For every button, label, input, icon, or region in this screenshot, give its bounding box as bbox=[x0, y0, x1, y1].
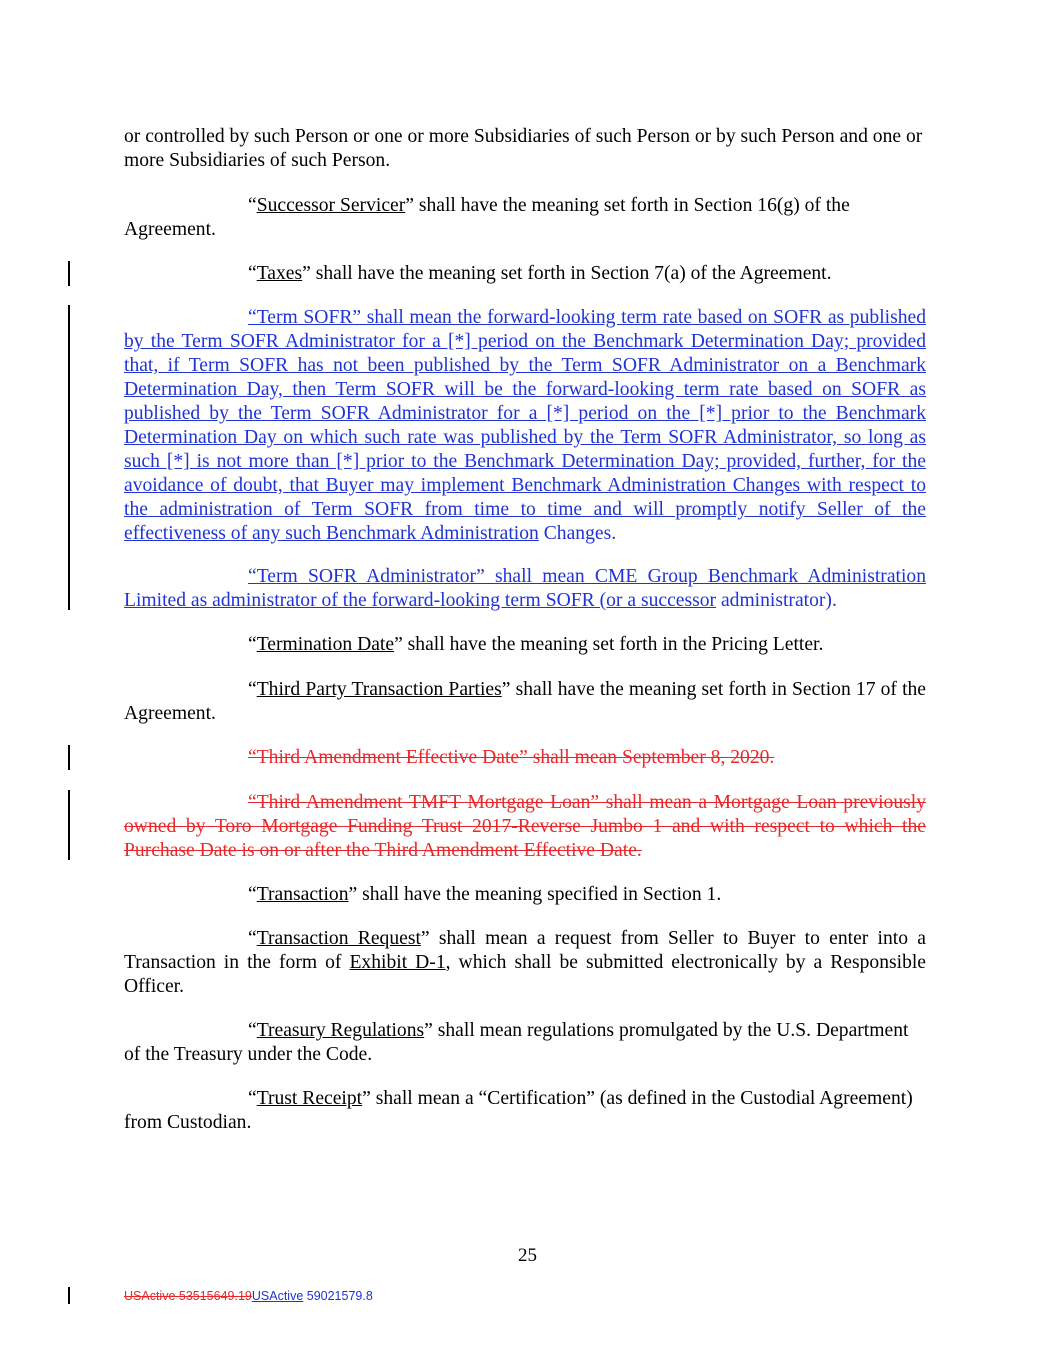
defined-term: Successor Servicer bbox=[256, 195, 406, 216]
defined-term: Transaction Request bbox=[256, 928, 421, 949]
deleted-text: “Third Amendment TMFT Mortgage Loan” shall mean a Mortgage Loan previously owned by Toro Mortgage Funding Trust 2017-Reverse Jumbo 1 and with respect to which the Purchase Date is on or after the Third Amendment Effective Date. bbox=[124, 792, 926, 861]
definition-term-sofr-administrator-inserted: “Term SOFR Administrator” shall mean CME Group Benchmark Administration Limited as administrator of the forward-looking term SOFR (or a successor administrator). bbox=[124, 566, 926, 611]
defined-term: Trust Receipt bbox=[256, 1088, 363, 1109]
definition-transaction: “Transaction” shall have the meaning specified in Section 1. bbox=[248, 884, 722, 905]
change-bar bbox=[68, 745, 70, 770]
change-bar bbox=[68, 790, 70, 860]
definition-taxes: “Taxes” shall have the meaning set forth in Section 7(a) of the Agreement. bbox=[248, 263, 832, 284]
change-bar bbox=[68, 305, 70, 610]
document-footer-id bbox=[124, 1288, 373, 1304]
exhibit-reference: Exhibit D-1 bbox=[349, 952, 446, 973]
definition-third-amendment-tmft-loan-deleted bbox=[124, 791, 926, 863]
change-bar bbox=[68, 261, 70, 286]
definition-transaction-request: “Transaction Request” shall mean a request from Seller to Buyer to enter into a Transaction in the form of Exhibit D-1, which shall be submitted electronically by a Responsible Officer. bbox=[124, 928, 927, 997]
definition-trust-receipt: “Trust Receipt” shall mean a “Certification” (as defined in the Custodial Agreement) from Custodian. bbox=[124, 1088, 913, 1133]
page-number: 25 bbox=[518, 1245, 537, 1266]
defined-term: Transaction bbox=[256, 884, 349, 905]
inserted-doc-number: 59021579.8 bbox=[303, 1289, 373, 1303]
continuation-text: or controlled by such Person or one or more Subsidiaries of such Person or by such Person and one or more Subsidiaries of such Person. bbox=[124, 126, 923, 171]
defined-term: Termination Date bbox=[256, 634, 395, 655]
deleted-doc-id: USActive 53515649.19 bbox=[124, 1289, 252, 1303]
definition-third-amendment-effective-date-deleted bbox=[124, 746, 926, 770]
definition-successor-servicer: “Successor Servicer” shall have the meaning set forth in Section 16(g) of the Agreement. bbox=[124, 195, 850, 240]
deleted-text: “Third Amendment Effective Date” shall mean September 8, 2020. bbox=[248, 747, 775, 768]
inserted-doc-id: USActive bbox=[251, 1289, 304, 1303]
definition-termination-date: “Termination Date” shall have the meaning set forth in the Pricing Letter. bbox=[248, 634, 824, 655]
definition-term-sofr-inserted: “Term SOFR” shall mean the forward-looking term rate based on SOFR as published by the Term SOFR Administrator for a [*] period on the Benchmark Determination Day; provided that, if Term SOFR has not been published by the Term SOFR Administrator on a Benchmark Determination Day, then Term SOFR will be the forward-looking term rate based on SOFR as published by the Term SOFR Administrator for a [*] period on the [*] prior to the Benchmark Determination Day on which such rate was published by the Term SOFR Administrator, so long as such [*] is not more than [*] prior to the Benchmark Determination Day; provided, further, for the avoidance of doubt, that Buyer may implement Benchmark Administration Changes with respect to the administration of Term SOFR from time to time and will promptly notify Seller of the effectiveness of any such Benchmark Administration Changes. bbox=[124, 307, 926, 544]
defined-term: Third Party Transaction Parties bbox=[256, 679, 502, 700]
defined-term: Treasury Regulations bbox=[256, 1020, 425, 1041]
change-bar bbox=[68, 1287, 70, 1304]
definition-third-party-transaction-parties: “Third Party Transaction Parties” shall have the meaning set forth in Section 17 of the Agreement. bbox=[124, 679, 927, 724]
defined-term: Taxes bbox=[256, 263, 303, 284]
inserted-text: “Term SOFR” shall mean the forward-looking term rate based on SOFR as published by the Term SOFR Administrator for a [*] period on the Benchmark Determination Day; provided that, if Term SOFR has not been published by the Term SOFR Administrator on a Benchmark Determination Day, then Term SOFR will be the forward-looking term rate based on SOFR as published by the Term SOFR Administrator for a [*] period on the [*] prior to the Benchmark Determination Day on which such rate was published by the Term SOFR Administrator, so long as such [*] is not more than [*] prior to the Benchmark Determination Day; provided, further, for the avoidance of doubt, that Buyer may implement Benchmark Administration Changes with respect to the administration of Term SOFR from time to time and will promptly notify Seller of the effectiveness of any such Benchmark Administration bbox=[124, 307, 926, 544]
definition-treasury-regulations: “Treasury Regulations” shall mean regulations promulgated by the U.S. Department of the Treasury under the Code. bbox=[124, 1020, 909, 1065]
inserted-text: “Term SOFR Administrator” shall mean CME Group Benchmark Administration Limited as administrator of the forward-looking term SOFR (or a successor bbox=[124, 566, 926, 611]
